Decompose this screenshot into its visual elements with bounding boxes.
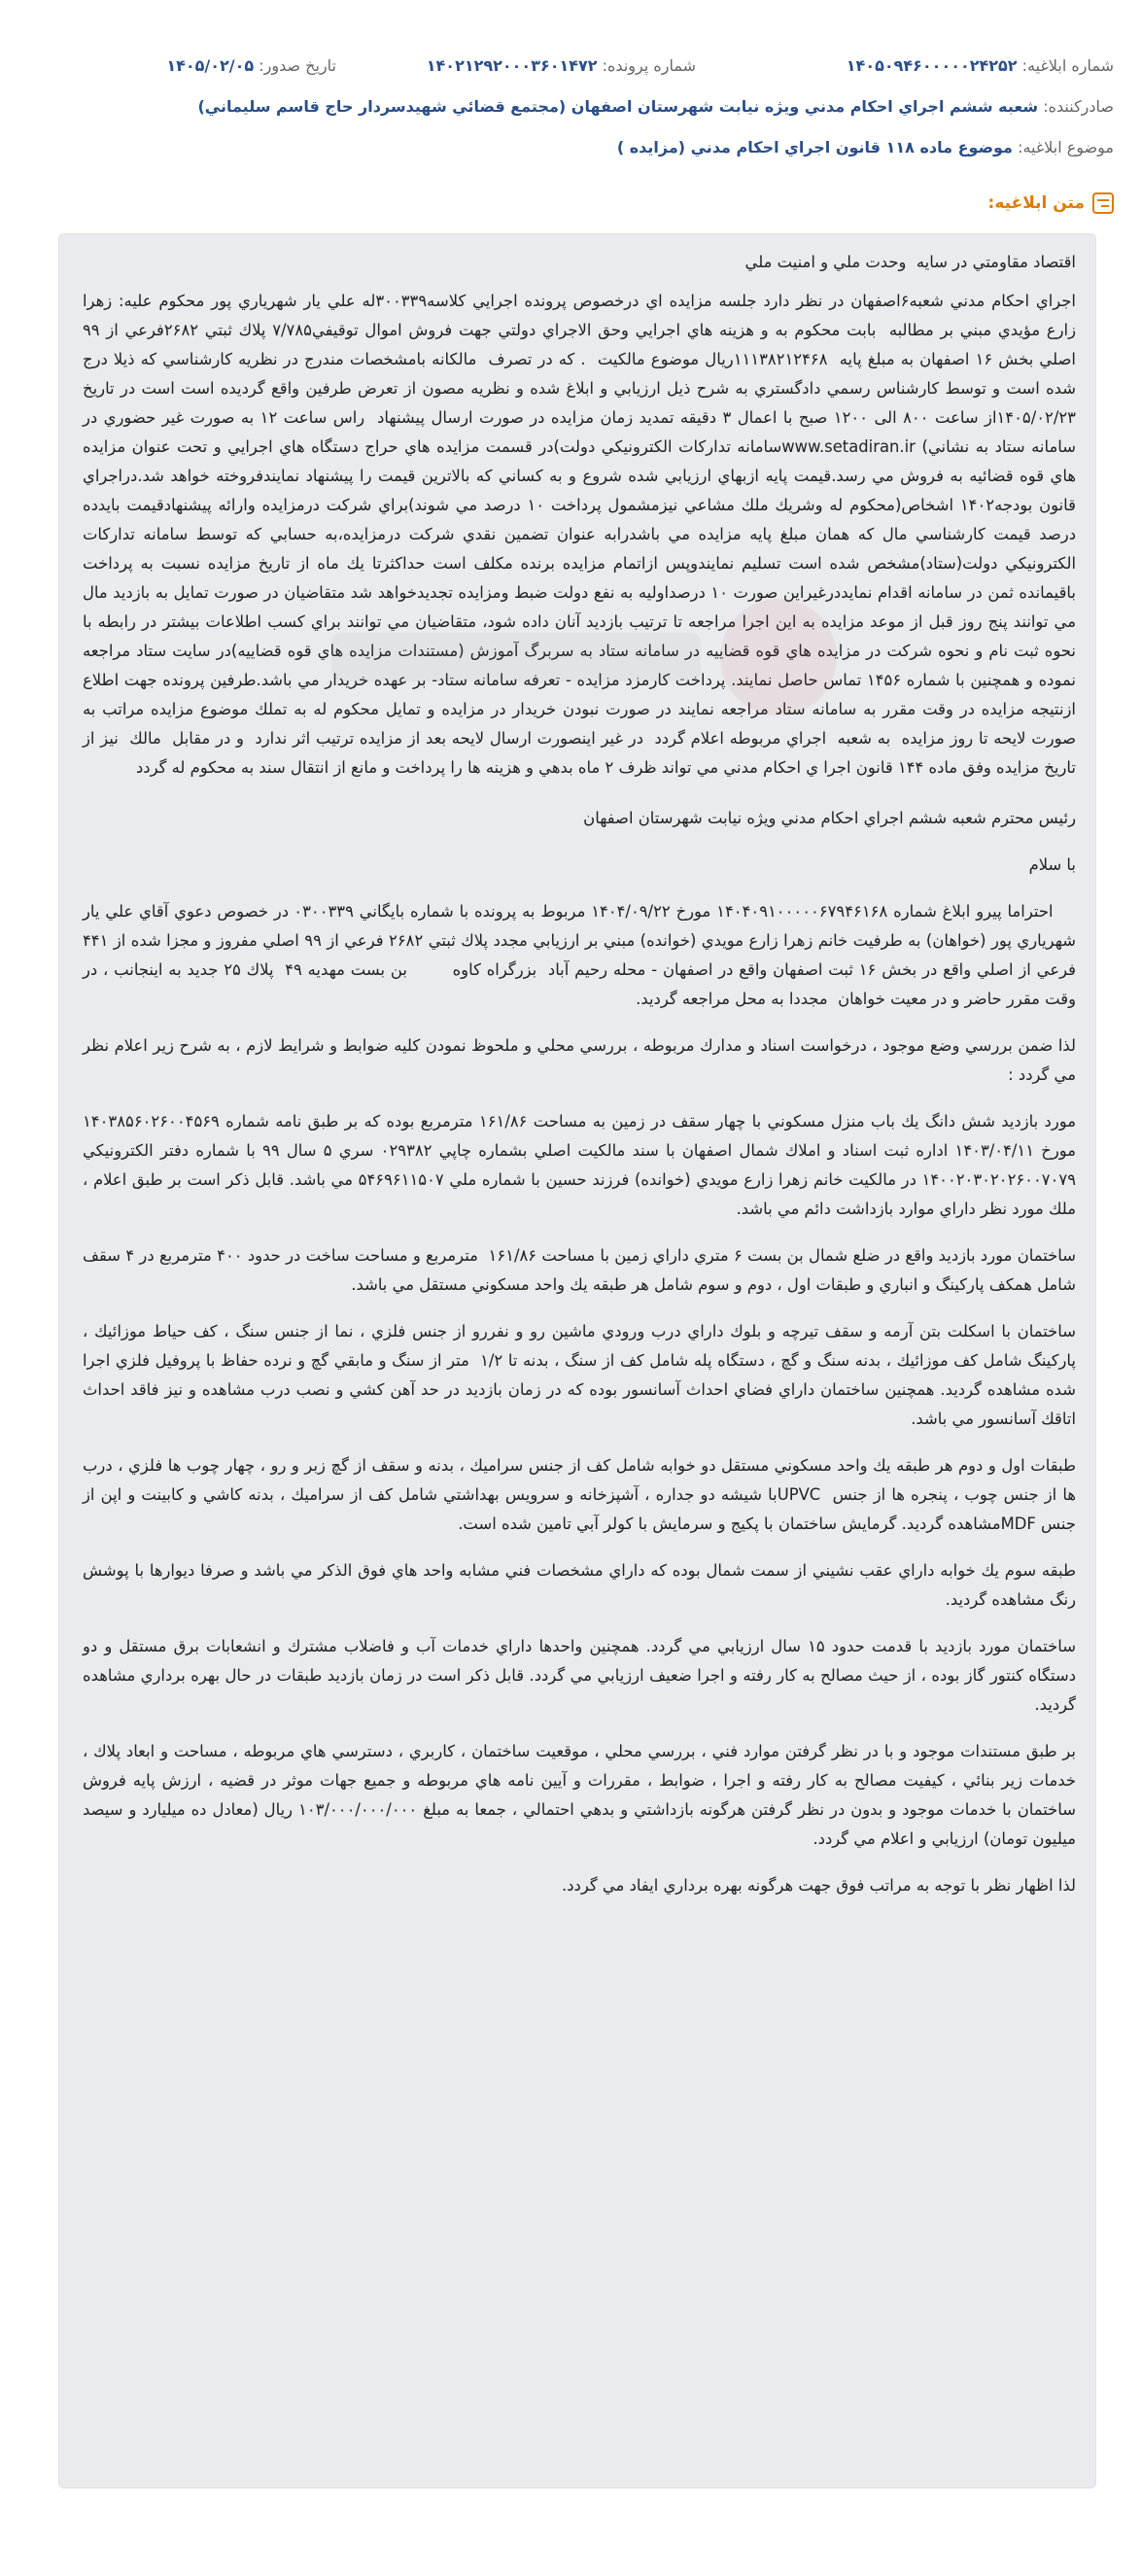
- case-number: [427, 56, 696, 75]
- issuer-label: صادرکننده:: [1043, 97, 1114, 116]
- notice-paragraph-greeting: با سلام: [1028, 855, 1076, 874]
- notice-paragraph-structure: ساختمان با اسكلت بتن آرمه و سقف تيرچه و بلوك داراي درب ورودي ماشين رو و نفررو از جنس فلزي ، نما از جنس سنگ ، كف حياط موزائيك ، پاركينگ شامل كف موزائيك ، بدنه سنگ و گچ ، دستگاه پله شامل كف از سنگ ، بدنه تا ۱/۲ متر از سنگ و مابقي گچ و نرده حفاظ با پروفيل فلزي اجرا شده مشاهده گرديد. همچنين ساختمان داراي فضاي احداث آسانسور بوده كه در زمان بازديد در حد آهن كشي و نصب درب مشاهده و نيز فاقد احداث اتاقك آسانسور مي باشد.: [77, 1322, 1076, 1428]
- subject-value: موضوع ماده ۱۱۸ قانون اجراي احكام مدني (مزايده ): [616, 138, 1013, 157]
- notice-number: [847, 56, 1114, 75]
- notice-paragraph-floors: طبقات اول و دوم هر طبقه يك واحد مسكوني مستقل دو خوابه شامل كف از جنس سراميك ، بدنه و سقف از گچ زبر و رو ، چهار چوب ها فلزي ، درب ها از جنس چوب ، پنجره ها از جنس UPVCبا شيشه دو جداره ، آشپزخانه و سرويس بهداشتي شامل كف از سراميك ، بدنه كاشي و كابينت و اپن از جنس MDFمشاهده گرديد. گرمايش ساختمان با پكيج و سرمايش با كولر آبي تامين شده است.: [77, 1456, 1077, 1533]
- notice-paragraph-age: ساختمان مورد بازديد با قدمت حدود ۱۵ سال ارزيابي مي گردد. همچنين واحدها داراي خدمات آب و فاضلاب مشترك و انشعابات برق مستقل و دو دستگاه كنتور گاز بوده ، از حيث مصالح به كار رفته و اجرا ضعيف ارزيابي مي گردد. قابل ذكر است در زمان بازديد طبقات در حال بهره برداري مشاهده گرديد.: [77, 1637, 1076, 1714]
- issuer-line: [27, 97, 1114, 116]
- notice-paragraph-auction: اجراي احكام مدني شعبه۶اصفهان در نظر دارد جلسه مزايده اي درخصوص پرونده اجرايي كلاسه۳۰۰۳۳۹له علي يار شهرياري پور محكوم عليه: زهرا زارع مؤيدي مبني بر مطالبه بابت محكوم به و هزينه هاي اجرايي وحق الاجراي دولتي جهت فروش اموال توقيفي۷/۷۸۵ پلاك ثبتي ۲۶۸۲فرعي از ۹۹ اصلي بخش ۱۶ اصفهان به مبلغ پايه ۱۱۱۳۸۲۱۲۴۶۸ريال موضوع مالكيت . كه در تصرف مالكانه بامشخصات مندرج در نظريه كارشناسي كه ذيلا درج شده است و توسط كارشناس رسمي دادگستري به شرح ذيل ارزيابي و ابلاغ شده و نظريه مصون از تعرض طرفين واقع گرديده است است در تاريخ ۱۴۰۵/۰۲/۲۳از ساعت ۸۰۰ الی ۱۲۰۰ صبح با اعمال ۳ دقيقه تمديد زمان مزايده در صورت ارسال پيشنهاد راس ساعت ۱۲ به صورت غير حضوري در سامانه ستاد به نشاني) www.setadiran.irسامانه تداركات الكترونيكي دولت)در قسمت مزايده هاي حراج دستگاه هاي اجرايي و تحت عنوان مزايده هاي قوه قضائيه به فروش مي رسد.قيمت پايه ازبهاي ارزيابي شده شروع و به كساني كه بالاترين قيمت را پيشنهاد نمايندفروخته خواهد شد.دراجراي قانون بودجه۱۴۰۲ اشخاص(محكوم له وشريك ملك مشاعي نيزمشمول پرداخت ۱۰ درصد مي شوند)براي شركت درمزايده وارائه پيشنهادقيمت بايدده درصد قيمت كارشناسي مال كه همان مبلغ پايه مزايده مي باشدرابه عنوان تضمين نقدي شركت درمزايده،به حسابي كه توسط سامانه تداركات الكترونيكي دولت(ستاد)مشخص شده است تسليم نمايندوپس ازاتمام مزايده برنده مكلف است حداكثرتا يك ماه از تاريخ مزايده نسبت به پرداخت باقيمانده ثمن در سامانه اقدام نمايددرغيراين صورت ۱۰ درصداوليه به نفع دولت ضبط ومزايده تجديدخواهد شد متقاضيان در صورت تمايل به بازديد مال مي توانند پنج روز قبل از موعد مزايده به اين اجرا مراجعه تا ترتيب بازديد آنان داده شود، متقاضيان مي توانند براي كسب اطلاعات بيشتر در رابطه با نحوه ثبت نام و نحوه شركت در مزايده هاي قوه قضاييه در سامانه ستاد به سربرگ آموزش (مستندات مزايده هاي قوه قضاييه)در سايت ستاد مراجعه نموده و همچنين با شماره ۱۴۵۶ تماس حاصل نمايند. پرداخت كارمزد مزايده - تعرفه سامانه ستاد- بر عهده خريدار مي باشد.طرفين پرونده جهت اطلاع ازنتيجه مزايده در وقت مقرر به سامانه ستاد مراجعه نمايند در صورت نبودن خريدار در مزايده و تمايل محكوم له به تملك موضوع مزايده مراتب به صورت لايحه تا روز مزايده به شعبه اجراي مربوطه اعلام گردد در غير اينصورت ارسال لايحه بعد از مزايده ترتيب اثر ندارد و در مقابل مالك نيز از تاريخ مزايده وفق ماده ۱۴۴ قانون اجرا ي احكام مدني مي تواند ظرف ۲ ماه بدهي و هزينه ها را پرداخت و مانع از انتقال سند به محكوم له گردد: [72, 292, 1077, 777]
- issuer-value: شعبه ششم اجراي احكام مدني ويژه نيابت شهرستان اصفهان (مجتمع قضائي شهيدسردار حاج قاسم سليماني): [197, 97, 1039, 116]
- notice-text-heading: [988, 192, 1114, 214]
- notice-paragraph-closing: لذا اظهار نظر با توجه به مراتب فوق جهت هرگونه بهره برداري ايفاد مي گردد.: [562, 1876, 1076, 1895]
- notice-number-label: شماره ابلاغیه:: [1021, 56, 1114, 75]
- notice-paragraph-reference: احتراما پيرو ابلاغ شماره ۱۴۰۴۰۹۱۰۰۰۰۰۶۷۹۴۶۱۶۸ مورخ ۱۴۰۴/۰۹/۲۲ مربوط به پرونده با شماره بايگاني ۰۳۰۰۳۳۹ در خصوص دعوي آقاي علي يار شهرياري پور (خواهان) به طرفيت خانم زهرا زارع مويدي (خوانده) مبني بر ارزيابي مجدد پلاك ثبتي ۲۶۸۲ فرعي از ۹۹ اصلي مفروز و مجزا شده از ۴۴۱ فرعي از اصلي واقع در بخش ۱۶ ثبت اصفهان واقع در اصفهان - محله رحيم آباد بزرگراه كاوه بن بست مهديه ۴۹ پلاك ۲۵ جديد به اينجانب ، در وقت مقرر حاضر و در معيت خواهان مجددا به محل مراجعه گرديد.: [77, 902, 1077, 1008]
- notice-paragraph-addressee: رئيس محترم شعبه ششم اجراي احكام مدني ويژه نيابت شهرستان اصفهان: [583, 809, 1076, 827]
- issue-date: [166, 56, 336, 75]
- issue-date-label: تاریخ صدور:: [259, 56, 336, 75]
- notice-paragraph-valuation: بر طبق مستندات موجود و با در نظر گرفتن موارد فني ، بررسي محلي ، موقعيت ساختمان ، كاربري ، دسترسي هاي مربوطه ، مساحت و ابعاد پلاك ، خدمات زير بنائي ، كيفيت مصالح به كار رفته و اجرا ، ضوابط ، مقررات و آيين نامه هاي مربوطه و جميع جهات موثر در قضيه ، ارزش پايه فروش ساختمان با خدمات موجود و بدون در نظر گرفتن هرگونه بازداشتي و بدهي احتمالي ، جمعا به مبلغ ۱۰۳/۰۰۰/۰۰۰/۰۰۰ ريال (معادل ده ميليارد و سيصد ميليون تومان) ارزيابي و اعلام مي گردد.: [77, 1742, 1077, 1848]
- document-icon: [1092, 192, 1114, 214]
- notice-meta-row: [27, 56, 1114, 86]
- notice-paragraph-third-floor: طبقه سوم يك خوابه داراي عقب نشيني از سمت شمال بوده كه داراي مشخصات فني مشابه واحد هاي فوق الذكر مي باشد و صرفا ديوارها با پوشش رنگ مشاهده گرديد.: [77, 1561, 1076, 1609]
- notice-paragraph-method: لذا ضمن بررسي وضع موجود ، درخواست اسناد و مدارك مربوطه ، بررسي محلي و ملحوظ نمودن كليه ضوابط و شرايط لازم ، به شرح زير اعلام نظر مي گردد :: [77, 1036, 1076, 1084]
- notice-text-label: متن ابلاغیه:: [987, 193, 1085, 213]
- notice-paragraph-slogan: اقتصاد مقاومتي در سايه وحدت ملي و امنيت ملي: [744, 253, 1076, 271]
- case-number-label: شماره پرونده:: [602, 56, 696, 75]
- case-number-value: ۱۴۰۲۱۲۹۲۰۰۰۳۶۰۱۴۷۲: [426, 56, 598, 75]
- subject-line: [27, 138, 1114, 157]
- notice-paragraph-location: ساختمان مورد بازديد واقع در ضلع شمال بن بست ۶ متري داراي زمين با مساحت ۱۶۱/۸۶ مترمربع و مساحت ساخت در حدود ۴۰۰ مترمربع در ۴ سقف شامل همكف پاركينگ و انباري و طبقات اول ، دوم و سوم شامل هر طبقه يك واحد مسكوني مستقل مي باشد.: [77, 1246, 1076, 1294]
- notice-number-value: ۱۴۰۵۰۹۴۶۰۰۰۰۰۲۴۲۵۲: [846, 56, 1018, 75]
- subject-label: موضوع ابلاغیه:: [1018, 138, 1114, 157]
- notice-paragraph-ownership: مورد بازديد شش دانگ يك باب منزل مسكوني با چهار سقف در زمين به مساحت ۱۶۱/۸۶ مترمربع بوده كه بر طبق نامه شماره ۱۴۰۳۸۵۶۰۲۶۰۰۴۵۶۹ مورخ ۱۴۰۳/۰۴/۱۱ اداره ثبت اسناد و املاك شمال اصفهان با سند مالكيت اصلي بشماره چاپي ۰۲۹۳۸۲ سري ۵ سال ۹۹ با شماره دفتر الكترونيكي ۱۴۰۰۲۰۳۰۲۰۲۶۰۰۷۰۷۹ در مالكيت خانم زهرا زارع مويدي (خوانده) فرزند حسين با شماره ملي ۵۴۶۹۶۱۱۵۰۷ مي باشد. قابل ذكر است بر طبق اعلام ، ملك مورد نظر داراي موارد بازداشت دائم مي باشد.: [77, 1112, 1076, 1218]
- issue-date-value: ۱۴۰۵/۰۲/۰۵: [166, 56, 255, 75]
- notice-text-panel: [58, 233, 1096, 2489]
